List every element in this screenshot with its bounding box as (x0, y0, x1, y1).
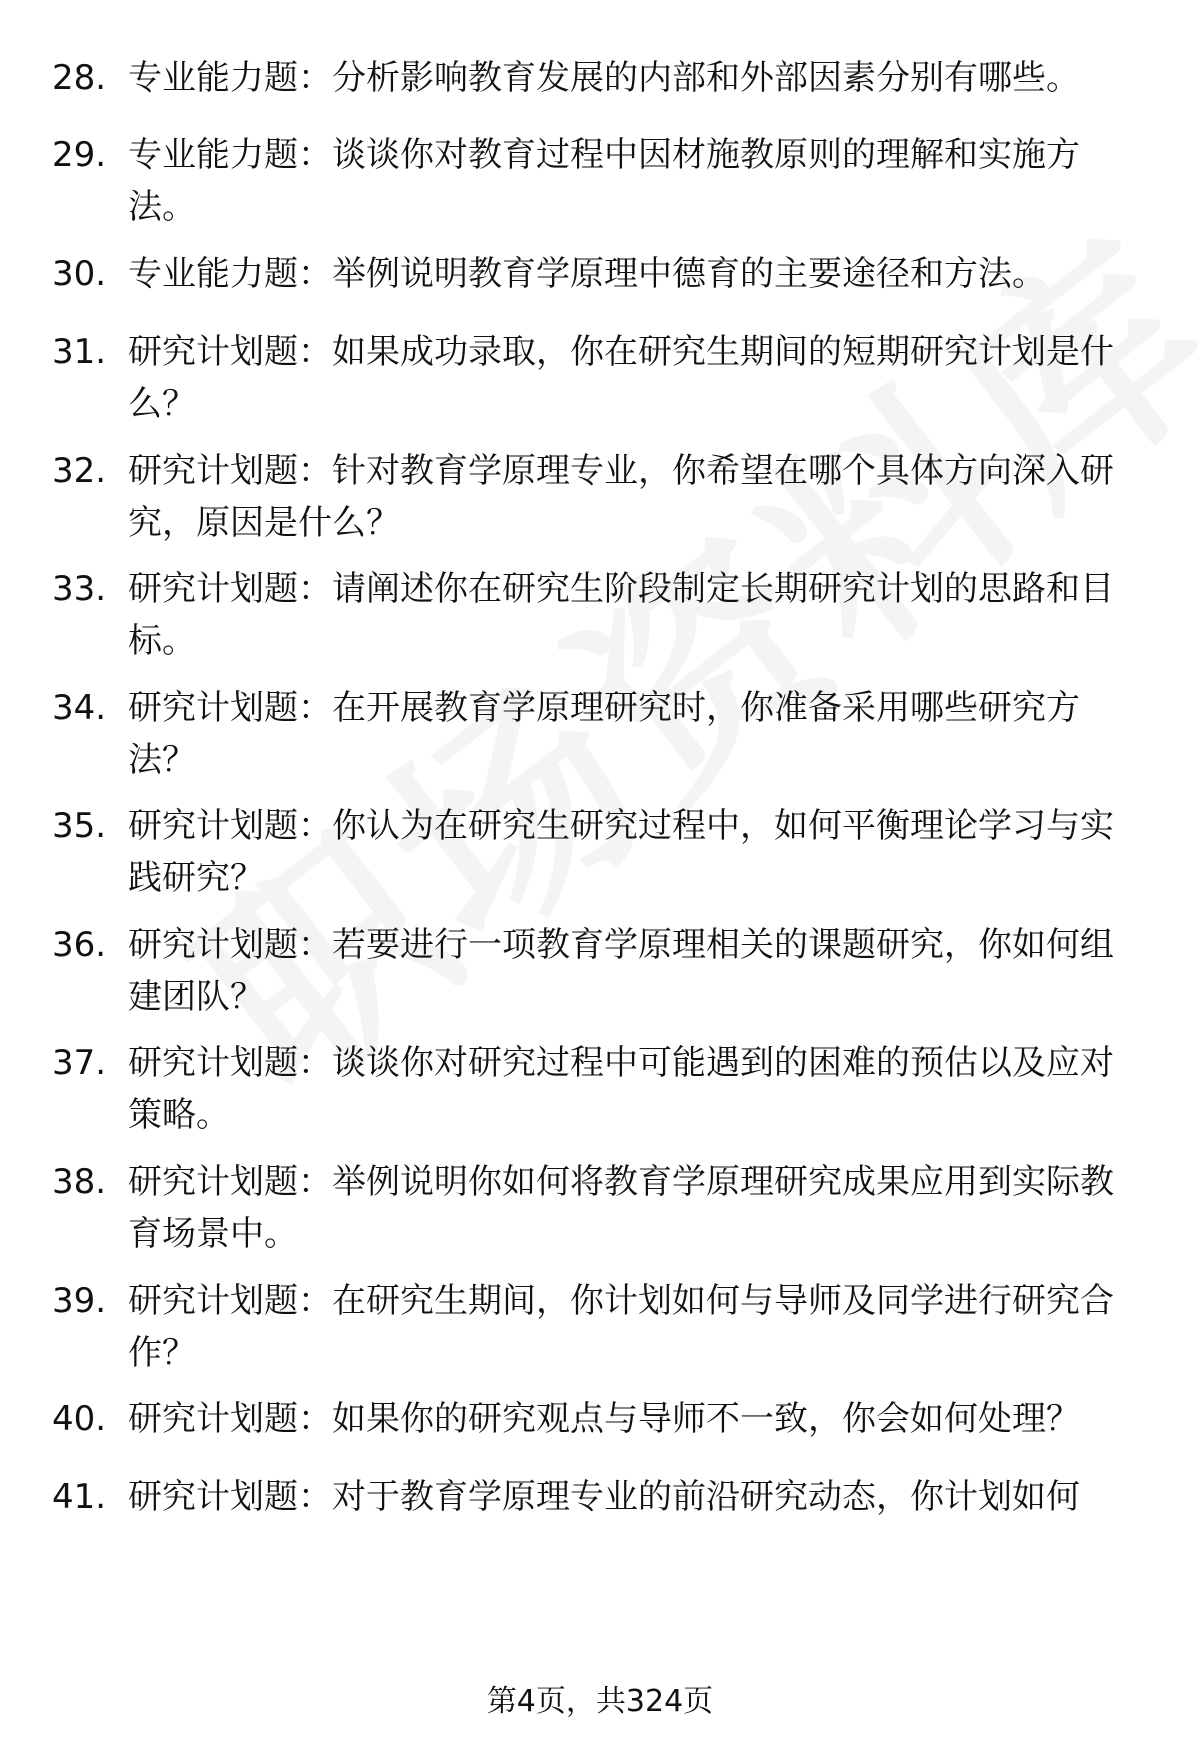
question-text: 研究计划题：你认为在研究生研究过程中，如何平衡理论学习与实践研究？ (128, 806, 1114, 898)
question-text: 研究计划题：在开展教育学原理研究时，你准备采用哪些研究方法？ (128, 688, 1080, 780)
question-number: 37. (52, 1043, 107, 1083)
question-number: 36. (52, 925, 107, 965)
question-text: 研究计划题：如果你的研究观点与导师不一致，你会如何处理？ (128, 1399, 1080, 1439)
question-number: 40. (52, 1399, 107, 1439)
page-footer: 第4页，共324页 (486, 1684, 714, 1719)
question-number: 29. (52, 135, 107, 175)
question-number: 32. (52, 451, 107, 491)
question-text: 研究计划题：如果成功录取，你在研究生期间的短期研究计划是什么？ (128, 332, 1114, 424)
question-number: 38. (52, 1162, 107, 1202)
question-text: 研究计划题：对于教育学原理专业的前沿研究动态，你计划如何 (128, 1477, 1080, 1517)
question-number: 31. (52, 332, 107, 372)
question-number: 28. (52, 58, 107, 98)
question-number: 30. (52, 254, 107, 294)
question-number: 35. (52, 806, 107, 846)
question-text: 研究计划题：请阐述你在研究生阶段制定长期研究计划的思路和目标。 (128, 569, 1114, 661)
question-number: 39. (52, 1281, 107, 1321)
question-number: 41. (52, 1477, 107, 1517)
question-text: 研究计划题：举例说明你如何将教育学原理研究成果应用到实际教育场景中。 (128, 1162, 1114, 1254)
question-number: 34. (52, 688, 107, 728)
question-text: 专业能力题：分析影响教育发展的内部和外部因素分别有哪些。 (128, 58, 1080, 98)
question-text: 研究计划题：若要进行一项教育学原理相关的课题研究，你如何组建团队？ (128, 925, 1114, 1017)
question-text: 研究计划题：谈谈你对研究过程中可能遇到的困难的预估以及应对策略。 (128, 1043, 1114, 1135)
question-number: 33. (52, 569, 107, 609)
question-text: 专业能力题：谈谈你对教育过程中因材施教原则的理解和实施方法。 (128, 135, 1080, 227)
question-text: 研究计划题：针对教育学原理专业，你希望在哪个具体方向深入研究，原因是什么？ (128, 451, 1114, 543)
question-text: 研究计划题：在研究生期间，你计划如何与导师及同学进行研究合作？ (128, 1281, 1114, 1373)
question-text: 专业能力题：举例说明教育学原理中德育的主要途径和方法。 (128, 254, 1046, 294)
